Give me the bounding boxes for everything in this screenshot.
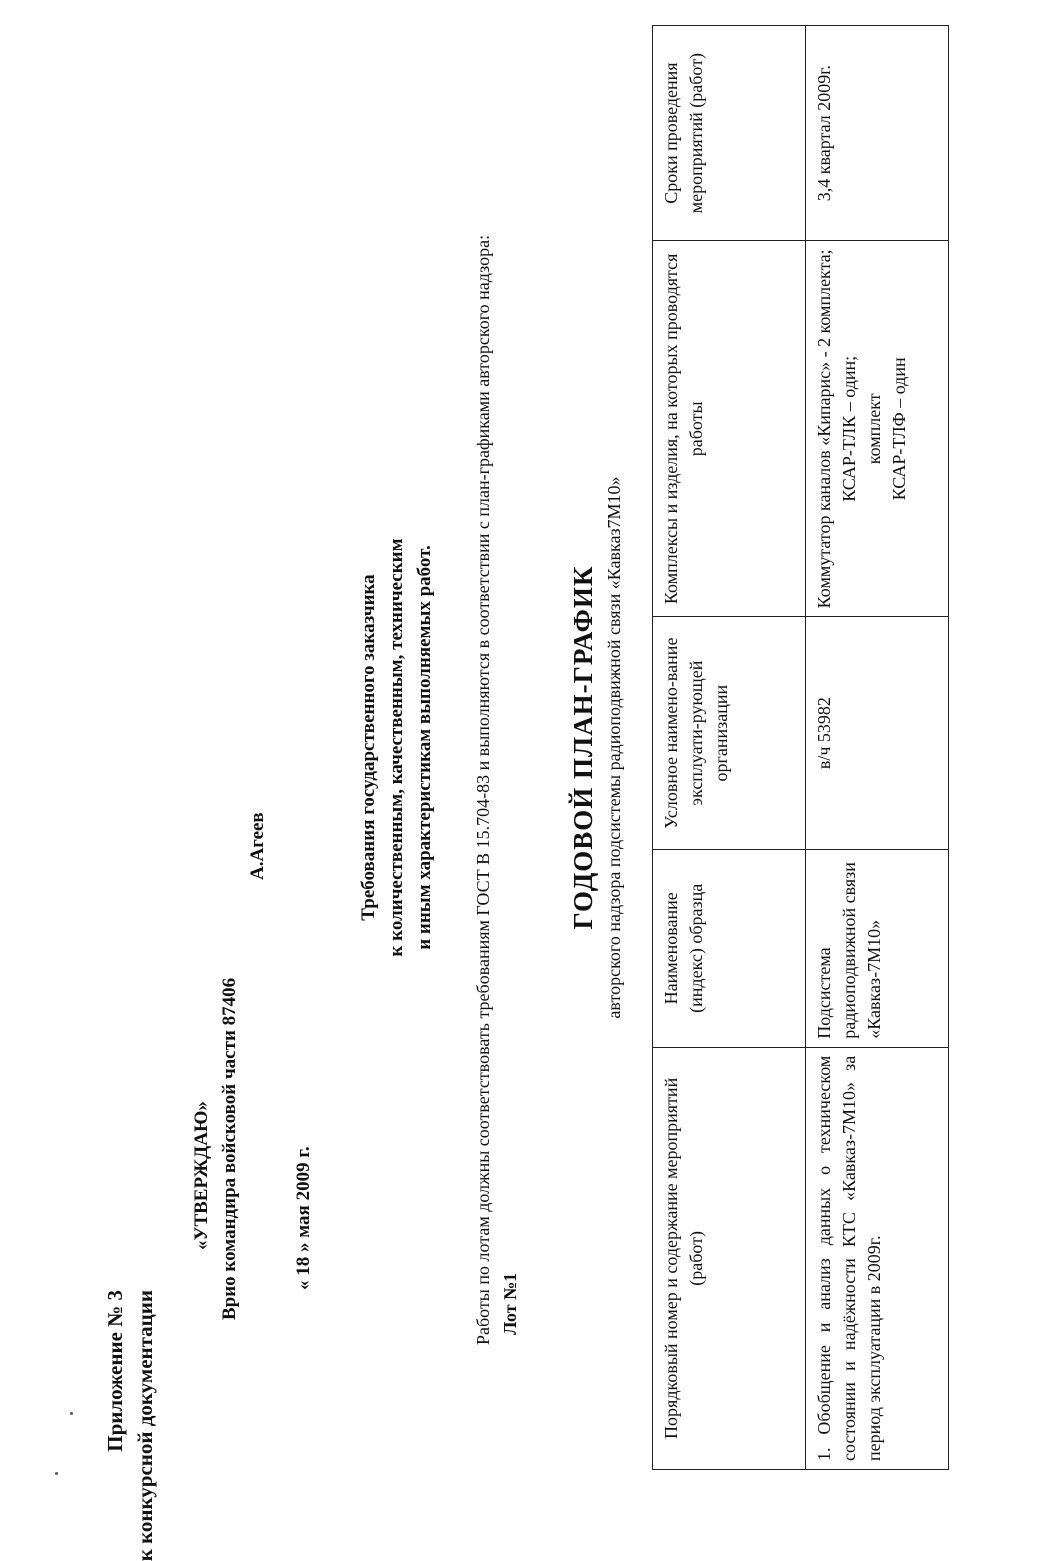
appendix-number: Приложение № 3 xyxy=(103,1290,127,1452)
header-sample: Наименование (индекс) образца xyxy=(653,849,806,1047)
requirements-line-2: к количественным, качественным, техническим xyxy=(386,538,407,957)
complex-line-4: КСАР-ТЛФ – один xyxy=(889,357,909,501)
plan-table xyxy=(652,25,949,1470)
plan-title-block xyxy=(565,0,627,1495)
appendix-header xyxy=(100,1290,160,1561)
cell-sample: Подсистема радиоподвижной связи «Кавказ-7М10» xyxy=(806,849,949,1047)
complex-line-3: комплект xyxy=(864,393,884,465)
works-paragraph xyxy=(470,100,524,1390)
plan-subtitle: авторского надзора подсистемы радиоподвижной связи «Кавказ7М10» xyxy=(604,476,624,1019)
complex-line-2: КСАР-ТЛК – один; xyxy=(839,355,859,502)
cell-activity: 1. Обобщение и анализ данных о техническом состоянии и надёжности КТС «Кавказ-7М10» за период эксплуатации в 2009г. xyxy=(806,1047,949,1469)
requirements-heading xyxy=(355,0,439,1495)
approval-position: Врио командира войсковой части 87406 xyxy=(219,977,240,1320)
approval-block xyxy=(188,812,318,1320)
plan-title: ГОДОВОЙ ПЛАН-ГРАФИК xyxy=(568,565,598,930)
works-text: Работы по лотам должны соответствовать требованиям ГОСТ В 15.704-83 и выполняются в соответствии с план-графиками авторского надзора: xyxy=(473,234,493,1345)
approval-date: « 18 » мая 2009 г. xyxy=(293,1146,314,1290)
header-activity: Порядковый номер и содержание мероприятий (работ) xyxy=(653,1047,806,1469)
header-deadlines: Сроки проведения мероприятий (работ) xyxy=(653,26,806,241)
cell-deadlines: 3,4 квартал 2009г. xyxy=(806,26,949,241)
cell-organization: в/ч 53982 xyxy=(806,617,949,849)
header-complexes: Комплексы и изделия, на которых проводятся работы xyxy=(653,241,806,617)
cell-complexes xyxy=(806,241,949,617)
approval-name: А.Агеев xyxy=(247,812,268,880)
header-organization: Условное наимено-вание эксплуати-рующей организации xyxy=(653,617,806,849)
lot-label: Лот №1 xyxy=(500,1272,520,1335)
scan-speck xyxy=(70,1412,73,1415)
requirements-line-3: и иным характеристикам выполняемых работ. xyxy=(414,545,435,950)
approval-word: «УТВЕРЖДАЮ» xyxy=(191,1101,212,1250)
table-header-row xyxy=(653,26,806,1470)
appendix-subtitle: к конкурсной документации xyxy=(133,1290,157,1561)
scan-speck xyxy=(55,1472,58,1475)
table-row xyxy=(806,26,949,1470)
requirements-line-1: Требования государственного заказчика xyxy=(358,574,379,921)
complex-line-1: Коммутатор каналов «Кипарис» - 2 комплекта; xyxy=(814,249,834,609)
